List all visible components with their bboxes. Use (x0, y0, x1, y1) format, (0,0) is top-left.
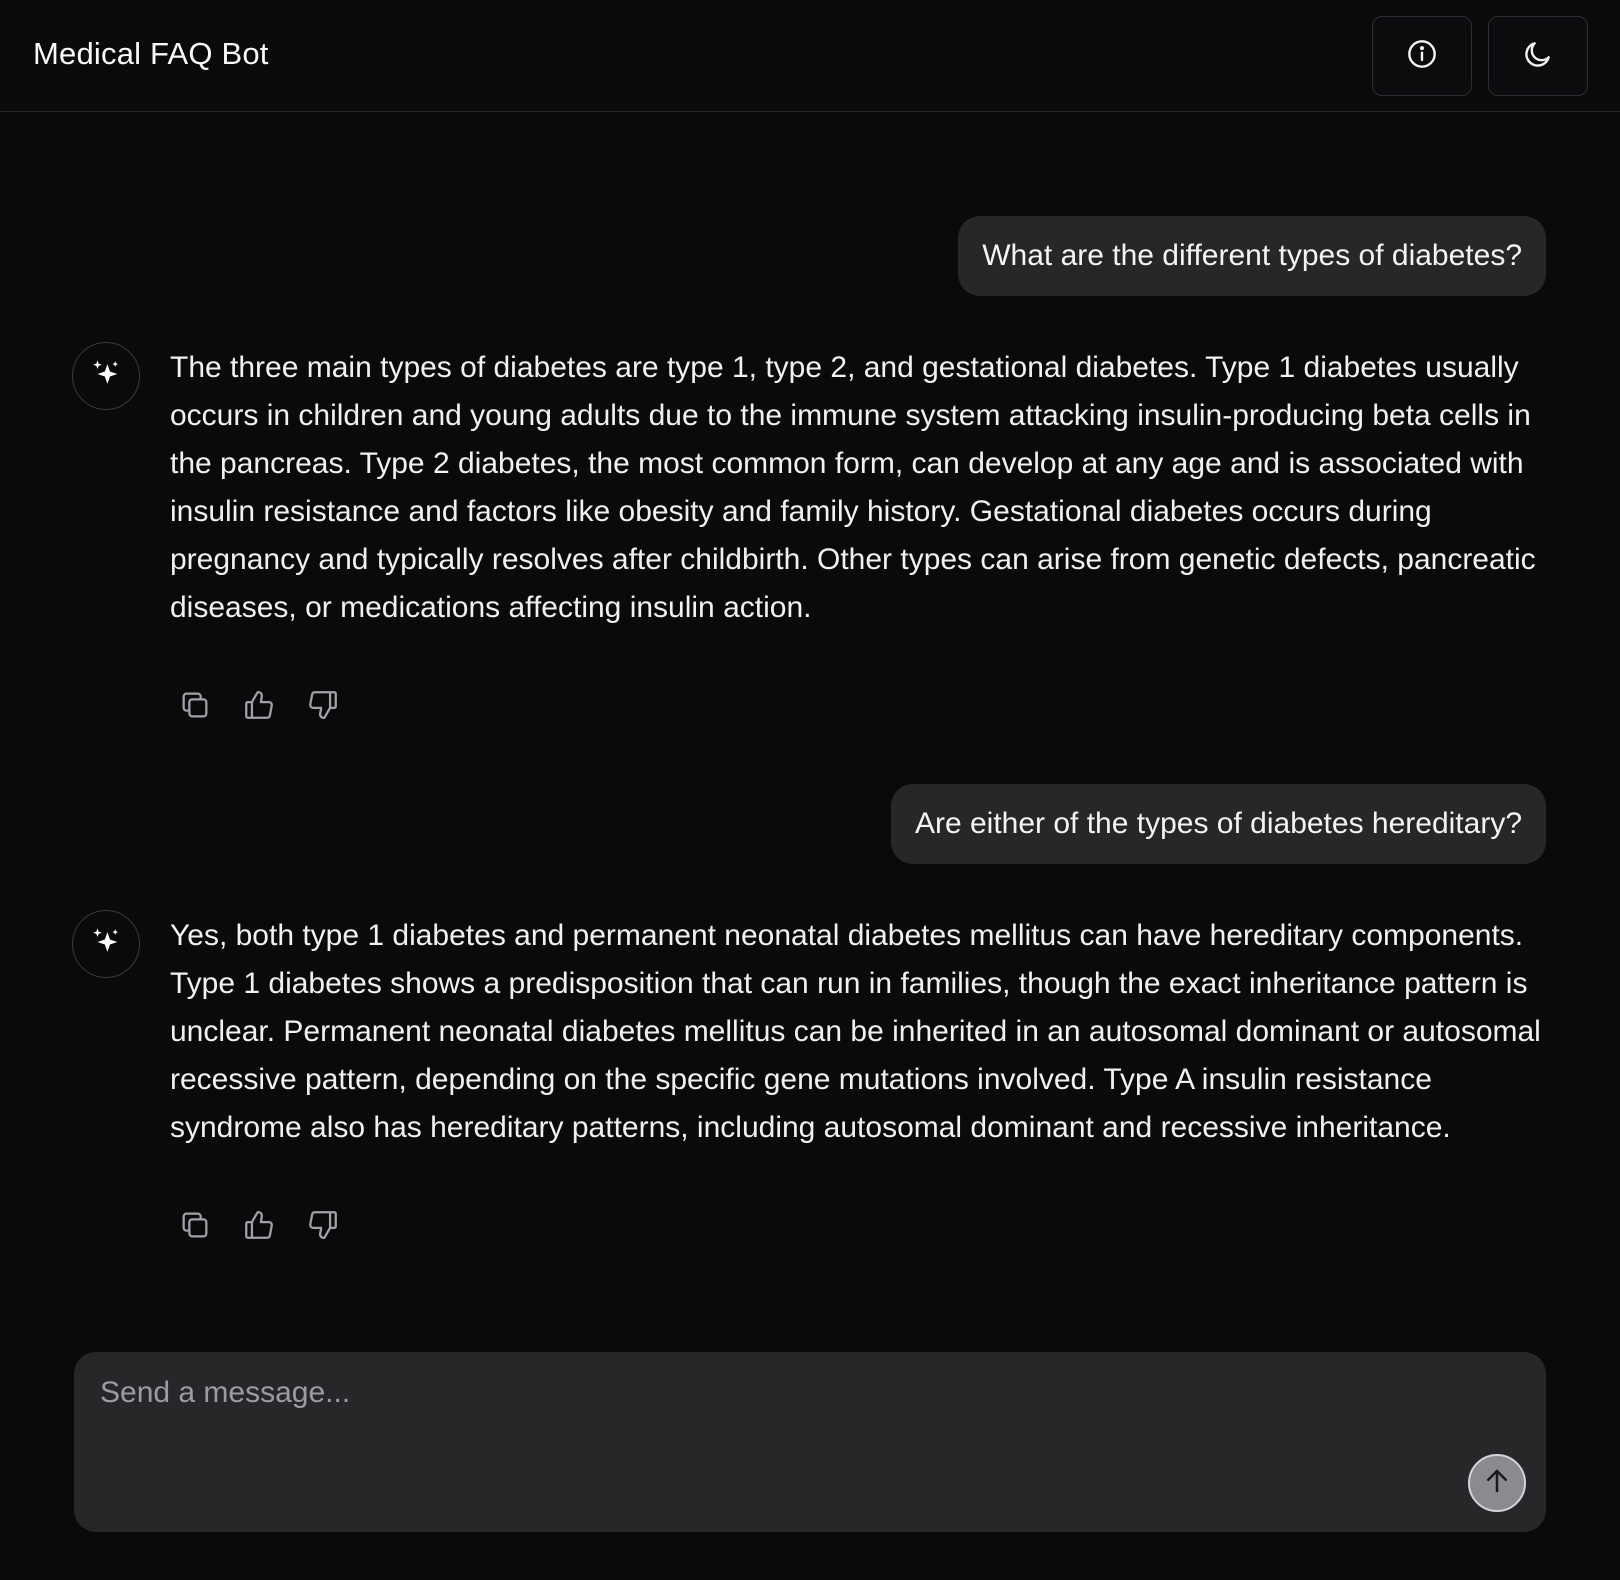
user-message (891, 784, 1546, 864)
theme-toggle-button[interactable] (1488, 16, 1588, 96)
copy-icon (178, 688, 212, 727)
assistant-message-text: The three main types of diabetes are type 1, type 2, and gestational diabetes. Type 1 diabetes usually occurs in children and young adults due to the immune system attacking insulin-producing beta cells in the pancreas. Type 2 diabetes, the most common form, can develop at any age and is associated with insulin resistance and factors like obesity and family history. Gestational diabetes occurs during pregnancy and typically resolves after childbirth. Other types can arise from genetic defects, pancreatic diseases, or medications affecting insulin action. (170, 351, 1536, 624)
info-icon (1406, 38, 1438, 75)
info-button[interactable] (1372, 16, 1472, 96)
user-message-text: Are either of the types of diabetes hereditary? (914, 807, 1522, 840)
sparkles-icon (89, 357, 123, 396)
send-button[interactable] (1468, 1454, 1526, 1512)
app-title: Medical FAQ Bot (33, 36, 269, 71)
thumbs-down-icon (306, 1208, 340, 1247)
thumbs-up-icon (242, 1208, 276, 1247)
copy-button[interactable] (178, 1210, 212, 1244)
thumbs-up-button[interactable] (242, 690, 276, 724)
assistant-avatar (72, 910, 140, 978)
message-composer (74, 1352, 1546, 1532)
app-header (0, 0, 1620, 112)
thumbs-up-icon (242, 688, 276, 727)
thumbs-up-button[interactable] (242, 1210, 276, 1244)
user-message-text: What are the different types of diabetes? (982, 239, 1522, 272)
thumbs-down-button[interactable] (306, 1210, 340, 1244)
arrow-up-icon (1482, 1466, 1512, 1501)
message-actions (178, 1210, 340, 1244)
copy-icon (178, 1208, 212, 1247)
user-message (958, 216, 1546, 296)
assistant-avatar (72, 342, 140, 410)
thumbs-down-icon (306, 688, 340, 727)
sparkles-icon (89, 925, 123, 964)
moon-icon (1522, 38, 1554, 75)
message-input[interactable] (100, 1376, 1400, 1496)
message-actions (178, 690, 340, 724)
assistant-message-text: Yes, both type 1 diabetes and permanent neonatal diabetes mellitus can have hereditary components. Type 1 diabetes shows a predisposition that can run in families, though the exact inheritance pattern is unclear. Permanent neonatal diabetes mellitus can be inherited in an autosomal dominant or autosomal recessive pattern, depending on the specific gene mutations involved. Type A insulin resistance syndrome also has hereditary patterns, including autosomal dominant and recessive inheritance. (170, 919, 1541, 1144)
thumbs-down-button[interactable] (306, 690, 340, 724)
copy-button[interactable] (178, 690, 212, 724)
